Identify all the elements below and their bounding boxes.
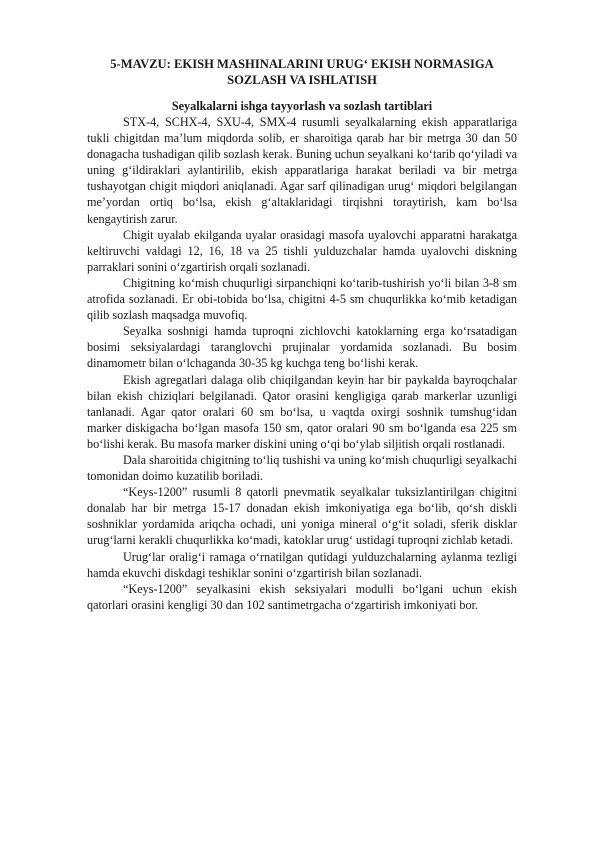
- document-page: [87, 56, 517, 613]
- paragraph: STX-4, SCHX-4, SXU-4, SMX-4 rusumli seyalkalarning ekish apparatlariga tukli chigitdan ma’lum miqdorda solib, er sharoitiga qarab har bir metrga 30 dan 50 donagacha tushadigan qilib sozlash kerak. Buning uchun seyalkani ko‘tarib qo‘yiladi va uning g‘ildiraklari aylantirilib, ekish apparatlariga harakat beriladi va bir metrga tushayotgan chigit miqdori aniqlanadi. Agar sarf qilinadigan urug‘ miqdori belgilangan me’yordan ortiq bo‘lsa, ekish g‘altaklaridagi tirqishni toraytirish, kam bo‘lsa kengaytirish zarur.: [87, 115, 517, 226]
- paragraph: Dala sharoitida chigitning to‘liq tushishi va uning ko‘mish chuqurligi seyalkachi tomonidan doimo kuzatilib boriladi.: [87, 452, 517, 484]
- paragraph: “Keys-1200” seyalkasini ekish seksiyalari modulli bo‘lgani uchun ekish qatorlari orasini kengligi 30 dan 102 santimetrgacha o‘zgartirish imkoniyati bor.: [87, 581, 517, 612]
- paragraph: Seyalka soshnigi hamda tuproqni zichlovchi katoklarning erga ko‘rsatadigan bosimi seksiyalardagi taranglovchi prujinalar yordamida sozlanadi. Bu bosim dinamometr bilan o‘lchaganda 30-35 kg kuchga teng bo‘lishi kerak.: [87, 324, 517, 371]
- paragraph: Urug‘lar oralig‘i ramaga o‘rnatilgan qutidagi yulduzchalarning aylanma tezligi hamda ekuvchi diskdagi teshiklar sonini o‘zgartirish bilan sozlanadi.: [87, 549, 517, 580]
- section-subtitle: Seyalkalarni ishga tayyorlash va sozlash tartiblari: [171, 99, 433, 113]
- paragraph: Chigit uyalab ekilganda uyalar orasidagi masofa uyalovchi apparatni harakatga keltiruvchi valdagi 12, 16, 18 va 25 tishli yulduzchalar hamda uyalovchi diskning parraklari sonini o‘zgartirish orqali sozlanadi.: [87, 227, 517, 274]
- paragraph: Chigitning ko‘mish chuqurligi sirpanchiqni ko‘tarib-tushirish yo‘li bilan 3-8 sm atrofida sozlanadi. Er obi-tobida bo‘lsa, chigitni 4-5 sm chuqurlikka ko‘mib ketadigan qilib sozlash maqsadga muvofiq.: [87, 275, 517, 323]
- body-text: [87, 114, 517, 613]
- paragraph: Ekish agregatlari dalaga olib chiqilgandan keyin har bir paykalda bayroqchalar bilan ekish chiziqlari belgilanadi. Qator orasini kengligiga qarab markerlar uzunligi tanlanadi. Agar qator oralari 60 sm bo‘lsa, u vaqtda oxirgi soshnik tumshug‘idan marker diskigacha bo‘lgan masofa 150 sm, qator oralari 90 sm bo‘lganda esa 225 sm bo‘lishi kerak. Bu masofa marker diskini uning o‘qi bo‘ylab siljitish orqali rostlanadi.: [87, 372, 517, 451]
- document-title: 5-MAVZU: EKISH MASHINALARINI URUG‘ EKISH NORMASIGA SOZLASH VA ISHLATISH: [110, 57, 494, 87]
- paragraph: “Keys-1200” rusumli 8 qatorli pnevmatik seyalkalar tuksizlantirilgan chigitni donalab har bir metrga 15-17 donadan ekish imkoniyatiga ega bo‘lib, qo‘sh diskli soshniklar yordamida ariqcha ochadi, uni yoniga mineral o‘g‘it soladi, sferik disklar urug‘larni kerakli chuqurlikka ko‘madi, katoklar urug‘ ustidagi tuproqni zichlab ketadi.: [87, 485, 517, 548]
